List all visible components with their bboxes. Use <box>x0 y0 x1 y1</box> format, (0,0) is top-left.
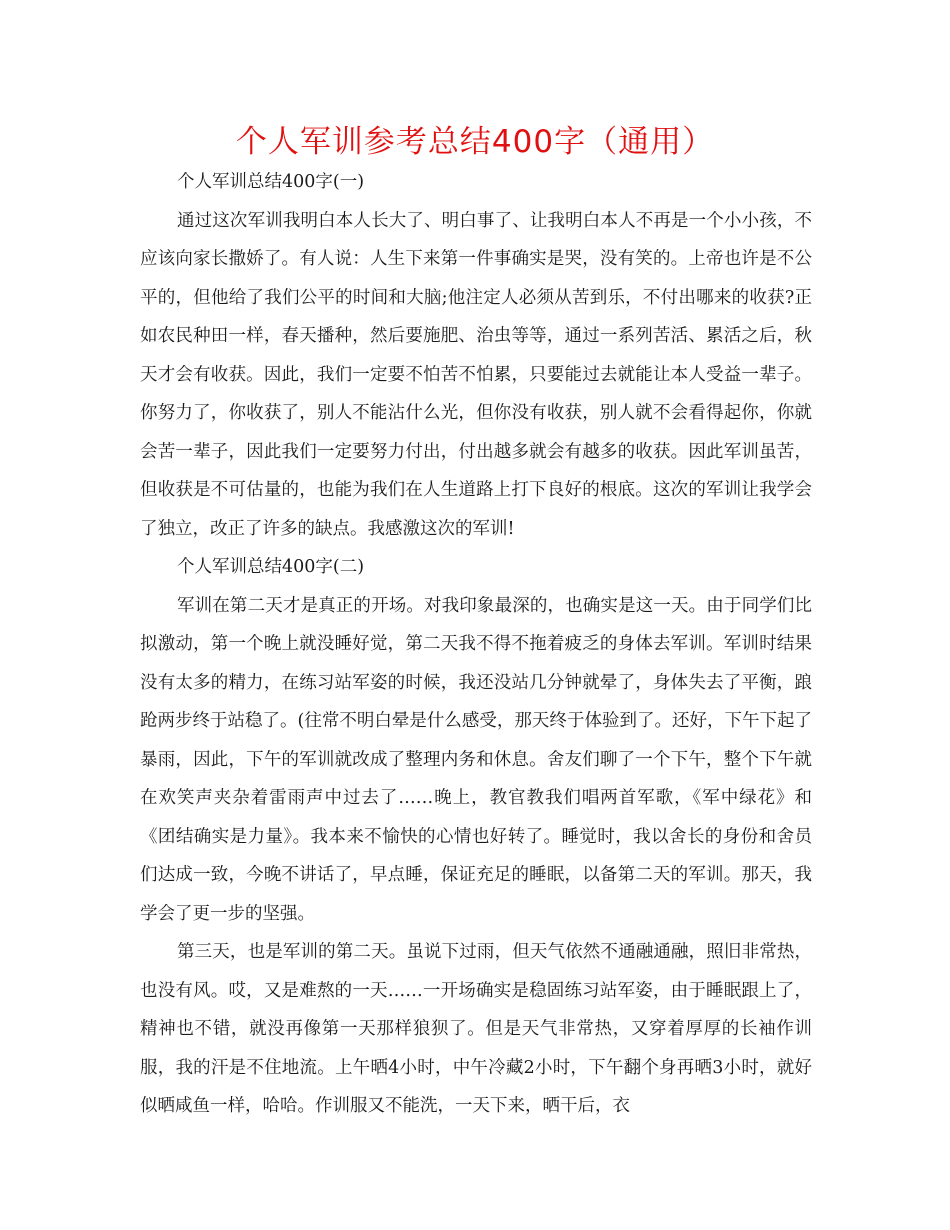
body-paragraph: 第三天，也是军训的第二天。虽说下过雨，但天气依然不通融通融，照旧非常热，也没有风。哎，又是难熬的一天……一开场确实是稳固练习站军姿，由于睡眠跟上了，精神也不错，就没再像第一天那样狼狈了。但是天气非常热，又穿着厚厚的长袖作训服，我的汗是不住地流。上午晒4小时，中午冷藏2小时，下午翻个身再晒3小时，就好似晒咸鱼一样，哈哈。作训服又不能洗，一天下来，晒干后，衣 <box>140 942 812 1116</box>
document-body <box>140 163 812 1126</box>
body-paragraph: 军训在第二天才是真正的开场。对我印象最深的，也确实是这一天。由于同学们比拟激动，第一个晚上就没睡好觉，第二天我不得不拖着疲乏的身体去军训。军训时结果没有太多的精力，在练习站军姿的时候，我还没站几分钟就晕了，身体失去了平衡，踉跄两步终于站稳了。(往常不明白晕是什么感受，那天终于体验到了。还好，下午下起了暴雨，因此，下午的军训就改成了整理内务和休息。舍友们聊了一个下午，整个下午就在欢笑声夹杂着雷雨声中过去了……晚上，教官教我们唱两首军歌，《军中绿花》和《团结确实是力量》。我本来不愉快的心情也好转了。睡觉时，我以舍长的身份和舍员们达成一致，今晚不讲话了，早点睡，保证充足的睡眠，以备第二天的军训。那天，我学会了更一步的坚强。 <box>140 595 812 924</box>
document-title: 个人军训参考总结400字（通用） <box>235 124 715 160</box>
section-heading: 个人军训总结400字(一) <box>177 172 365 192</box>
section-heading: 个人军训总结400字(二) <box>177 557 365 577</box>
body-paragraph: 通过这次军训我明白本人长大了、明白事了、让我明白本人不再是一个小小孩，不应该向家长撒娇了。有人说：人生下来第一件事确实是哭，没有笑的。上帝也许是不公平的，但他给了我们公平的时间和大脑;他注定人必须从苦到乐，不付出哪来的收获?正如农民种田一样，春天播种，然后要施肥、治虫等等，通过一系列苦活、累活之后，秋天才会有收获。因此，我们一定要不怕苦不怕累，只要能过去就能让本人受益一辈子。你努力了，你收获了，别人不能沾什么光，但你没有收获，别人就不会看得起你，你就会苦一辈子，因此我们一定要努力付出，付出越多就会有越多的收获。因此军训虽苦，但收获是不可估量的，也能为我们在人生道路上打下良好的根底。这次的军训让我学会了独立，改正了许多的缺点。我感激这次的军训! <box>140 210 812 539</box>
